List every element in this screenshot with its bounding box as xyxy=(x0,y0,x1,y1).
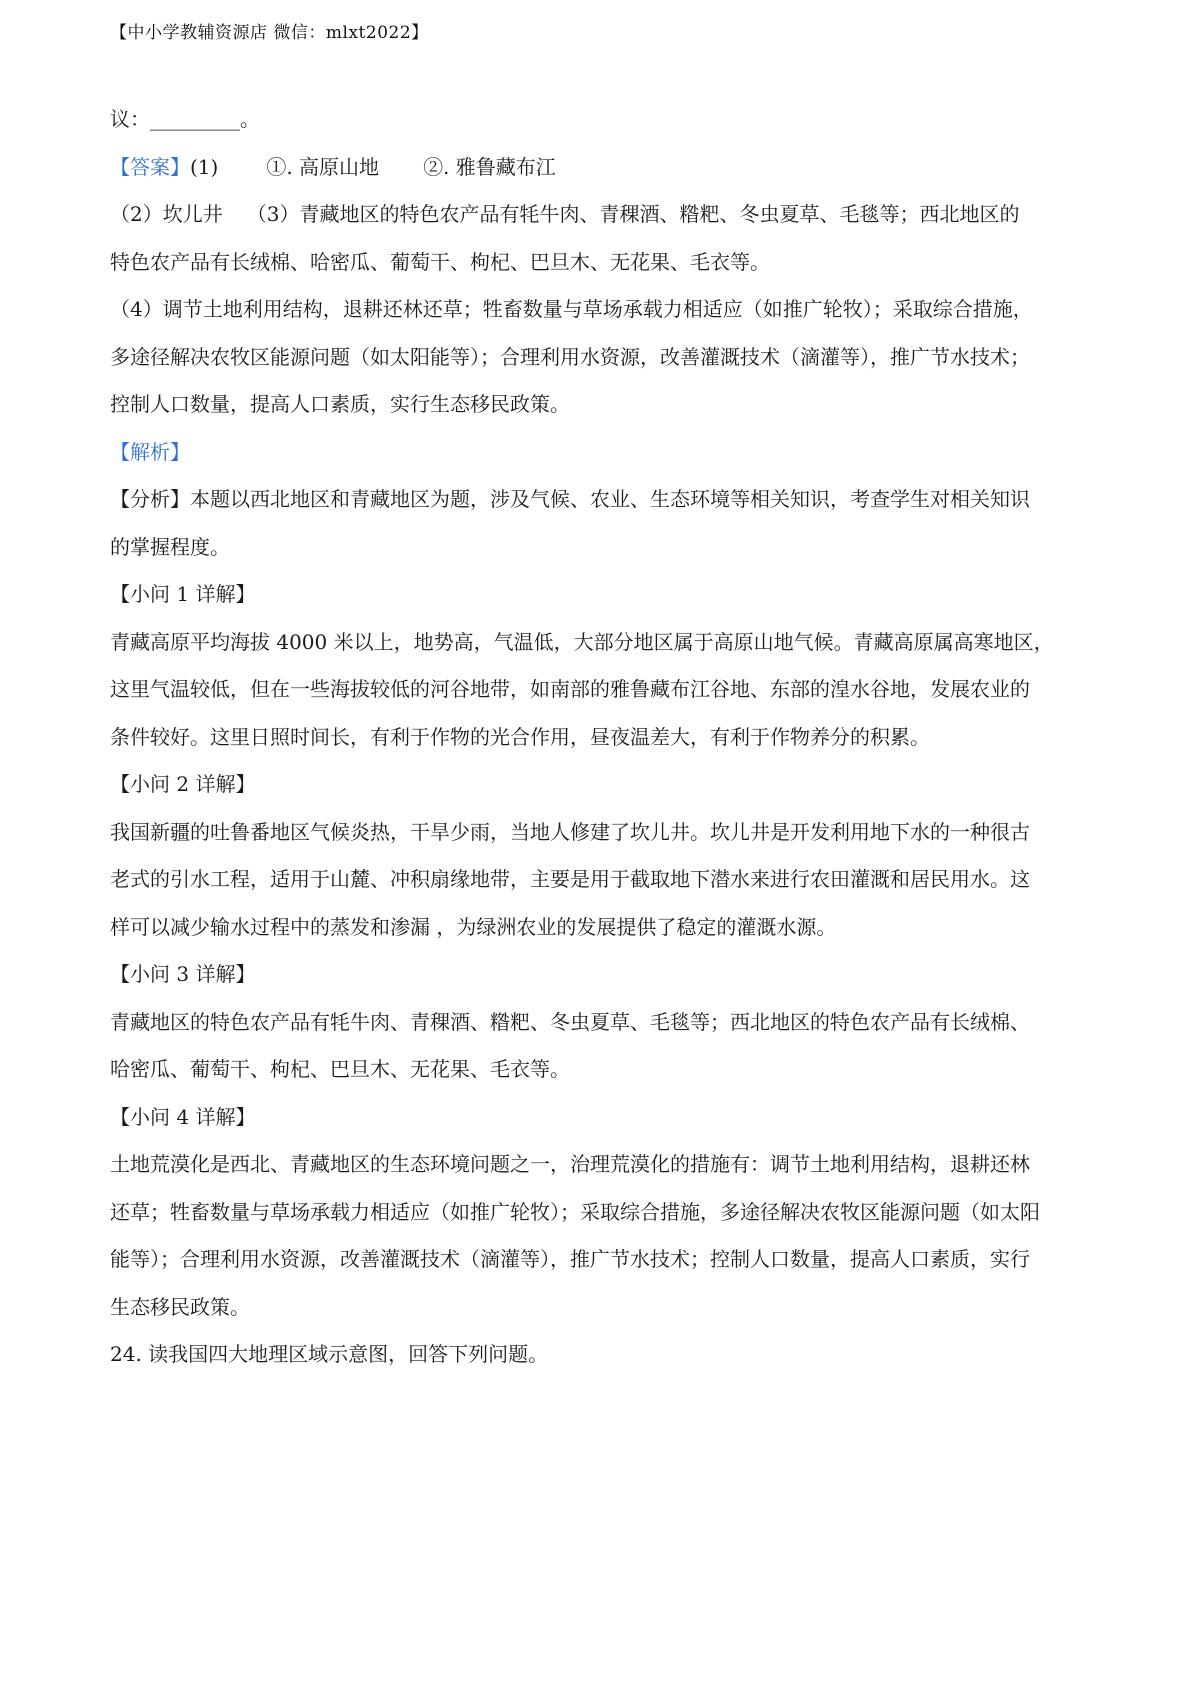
text-line-16: 我国新疆的吐鲁番地区气候炎热，干旱少雨，当地人修建了坎儿井。坎儿井是开发利用地下水的一种很古 xyxy=(110,819,1030,844)
text-line-4: 特色农产品有长绒棉、哈密瓜、葡萄干、枸杞、巴旦木、无花果、毛衣等。 xyxy=(110,249,770,274)
answer-tag: 【答案】 xyxy=(110,154,190,179)
answer-line xyxy=(110,144,1100,192)
text-line-5: （4）调节土地利用结构，退耕还林还草；牲畜数量与草场承载力相适应（如推广轮牧）；采取综合措施， xyxy=(110,297,1033,321)
text-line-6: 多途径解决农牧区能源问题（如太阳能等）；合理利用水资源，改善灌溉技术（滴灌等），推广节水技术； xyxy=(110,344,1030,369)
answer-option-2: ②. 雅鲁藏布江 xyxy=(423,154,556,179)
answer-part-1: (1) xyxy=(190,154,219,179)
question-3-heading: 【小问 3 详解】 xyxy=(110,962,256,986)
answer-part-3: （3）青藏地区的特色农产品有牦牛肉、青稞酒、糌粑、冬虫夏草、毛毯等；西北地区的 xyxy=(246,202,1020,226)
text-line-26: 生态移民政策。 xyxy=(110,1294,250,1319)
document-body xyxy=(110,96,1100,1379)
text-line-20: 青藏地区的特色农产品有牦牛肉、青稞酒、糌粑、冬虫夏草、毛毯等；西北地区的特色农产品有长绒棉、 xyxy=(110,1009,1030,1034)
question-2-heading: 【小问 2 详解】 xyxy=(110,772,256,796)
text-line-10: 的掌握程度。 xyxy=(110,534,230,559)
text-line-21: 哈密瓜、葡萄干、枸杞、巴旦木、无花果、毛衣等。 xyxy=(110,1057,570,1081)
answer-part-2: （2）坎儿井 xyxy=(110,202,223,226)
answer-line-2 xyxy=(110,191,1100,239)
text-line-18: 样可以减少输水过程中的蒸发和渗漏 ，为绿洲农业的发展提供了稳定的灌溉水源。 xyxy=(110,914,837,939)
text-line-25: 能等）；合理利用水资源，改善灌溉技术（滴灌等），推广节水技术；控制人口数量，提高人口素质，实行 xyxy=(110,1247,1030,1271)
question-1-heading: 【小问 1 详解】 xyxy=(110,582,256,606)
text-line-14: 条件较好。这里日照时间长，有利于作物的光合作用，昼夜温差大，有利于作物养分的积累。 xyxy=(110,724,930,749)
answer-option-1: ①. 高原山地 xyxy=(266,154,380,179)
text-line-12: 青藏高原平均海拔 4000 米以上，地势高，气温低，大部分地区属于高原山地气候。青藏高原属高寒地区， xyxy=(110,629,1054,654)
header-watermark: 【中小学教辅资源店 微信：mlxt2022】 xyxy=(110,23,429,43)
text-line-17: 老式的引水工程，适用于山麓、冲积扇缘地带，主要是用于截取地下潜水来进行农田灌溉和居民用水。这 xyxy=(110,867,1030,891)
question-4-heading: 【小问 4 详解】 xyxy=(110,1104,256,1129)
question-24-prompt: 24. 读我国四大地理区域示意图，回答下列问题。 xyxy=(110,1342,549,1366)
text-line-13: 这里气温较低，但在一些海拔较低的河谷地带，如南部的雅鲁藏布江谷地、东部的湟水谷地，发展农业的 xyxy=(110,677,1030,701)
text-line-24: 还草；牲畜数量与草场承载力相适应（如推广轮牧）；采取综合措施，多途径解决农牧区能源问题（如太阳 xyxy=(110,1199,1040,1224)
text-line-23: 土地荒漠化是西北、青藏地区的生态环境问题之一，治理荒漠化的措施有：调节土地利用结构，退耕还林 xyxy=(110,1152,1030,1176)
analysis-tag: 【解析】 xyxy=(110,439,190,464)
text-line-7: 控制人口数量，提高人口素质，实行生态移民政策。 xyxy=(110,392,570,416)
text-line-9: 【分析】本题以西北地区和青藏地区为题，涉及气候、农业、生态环境等相关知识，考查学生对相关知识 xyxy=(110,487,1030,511)
text-line-1: 议：_________。 xyxy=(110,107,260,131)
